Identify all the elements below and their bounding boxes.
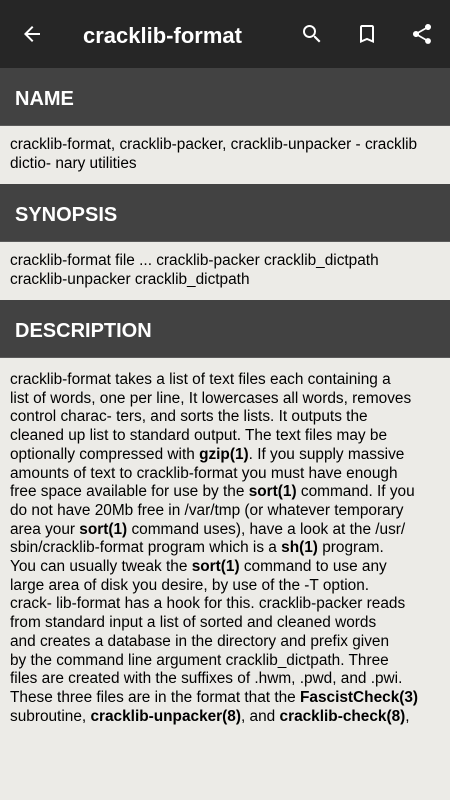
text-line: and creates a database in the directory and prefix given (10, 632, 390, 650)
app-bar (0, 0, 450, 68)
text-line: cracklib-format file ... cracklib-packer cracklib_dictpath (10, 252, 379, 269)
text-line: dictio- nary utilities (10, 154, 137, 172)
text-run: optionally compressed with (10, 445, 200, 463)
back-button[interactable] (8, 0, 56, 68)
section-header-name: NAME (0, 68, 450, 126)
text-line: crack- lib-format has a hook for this. cracklib-packer reads (10, 595, 406, 613)
section-header-synopsis: SYNOPSIS (0, 184, 450, 242)
text-run: command. If you (296, 483, 415, 501)
text-run: command uses), have a look at the /usr/ (127, 520, 406, 538)
section-body-description (0, 358, 450, 726)
text-line (10, 558, 442, 577)
man-reference-sort: sort(1) (191, 558, 240, 576)
text-run: program. (317, 539, 384, 557)
text-line (10, 539, 442, 558)
share-icon (410, 22, 434, 46)
man-reference-cracklib-check: cracklib-check(8) (279, 707, 406, 725)
page-title: cracklib-format (83, 23, 242, 48)
man-page-content[interactable] (0, 68, 450, 800)
text-line: control charac- ters, and sorts the lists. It outputs the (10, 408, 368, 426)
section-body-synopsis (0, 242, 450, 300)
text-run: , and (241, 707, 280, 725)
text-run: command to use any (239, 558, 387, 576)
man-reference-gzip: gzip(1) (199, 445, 249, 463)
bookmark-icon (355, 22, 379, 46)
text-run: You can usually tweak the (10, 558, 192, 576)
text-run: . If you supply massive (248, 445, 405, 463)
bookmark-button[interactable] (343, 0, 391, 68)
arrow-back-icon (20, 22, 44, 46)
share-button[interactable] (398, 0, 446, 68)
text-line (10, 483, 442, 502)
text-line: large area of disk you desire, by use of the -T option. (10, 576, 370, 594)
man-reference-fascistcheck: FascistCheck(3) (300, 688, 419, 706)
text-line: amounts of text to cracklib-format you must have enough (10, 464, 398, 482)
text-run: sbin/cracklib-format program which is a (10, 539, 282, 557)
text-run: subroutine, (10, 707, 91, 725)
text-line: cracklib-unpacker cracklib_dictpath (10, 270, 250, 288)
text-line (10, 446, 442, 465)
text-run: , (405, 707, 410, 725)
text-line: files are created with the suffixes of .hwm, .pwd, and .pwi. (10, 670, 403, 688)
text-run: area your (10, 520, 80, 538)
section-body-name (0, 126, 450, 184)
text-line: list of words, one per line, It lowercases all words, removes (10, 389, 412, 407)
text-line: do not have 20Mb free in /var/tmp (or whatever temporary (10, 501, 404, 519)
text-line (10, 689, 442, 708)
man-reference-sort: sort(1) (248, 483, 297, 501)
text-run: These three files are in the format that the (10, 688, 301, 706)
man-reference-cracklib-unpacker: cracklib-unpacker(8) (90, 707, 241, 725)
man-reference-sh: sh(1) (281, 539, 318, 557)
text-line: cracklib-format takes a list of text files each containing a (10, 371, 391, 388)
man-reference-sort: sort(1) (79, 520, 128, 538)
text-line (10, 708, 442, 727)
text-run: free space available for use by the (10, 483, 249, 501)
text-line: by the command line argument cracklib_dictpath. Three (10, 651, 389, 669)
text-line: cleaned up list to standard output. The text files may be (10, 427, 388, 445)
text-line (10, 521, 442, 540)
search-button[interactable] (288, 0, 336, 68)
search-icon (300, 22, 324, 46)
text-line: cracklib-format, cracklib-packer, cracklib-unpacker - cracklib (10, 136, 418, 153)
text-line: from standard input a list of sorted and cleaned words (10, 614, 377, 632)
section-header-description: DESCRIPTION (0, 300, 450, 358)
